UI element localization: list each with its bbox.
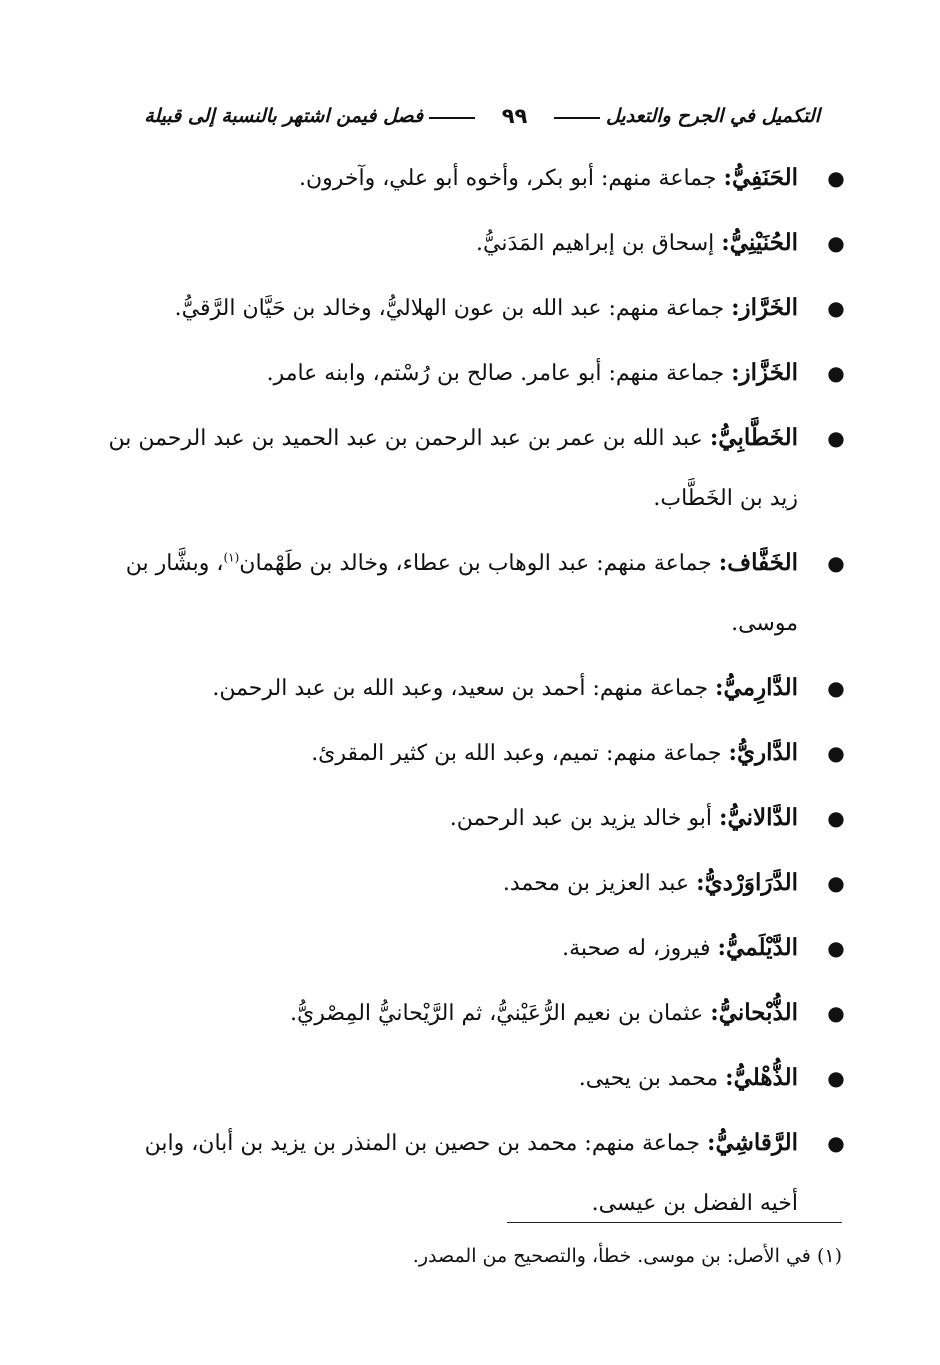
bullet-icon: ● xyxy=(827,361,845,385)
header-center xyxy=(423,104,606,128)
list-item xyxy=(100,1113,846,1234)
entry-text: إسحاق بن إبراهيم المَدَنيُّ. xyxy=(475,231,715,256)
entry-name: الذُّبْحانيُّ: xyxy=(710,999,798,1026)
list-item xyxy=(100,533,846,654)
entry-text: جماعة منهم: تميم، وعبد الله بن كثير المقرئ. xyxy=(311,741,722,766)
entry-text: عبد العزيز بن محمد. xyxy=(502,871,690,896)
entry-text: أبو خالد يزيد بن عبد الرحمن. xyxy=(449,806,712,831)
entry-name: الحَنَفِيُّ: xyxy=(723,164,798,191)
bullet-icon: ● xyxy=(827,426,845,450)
header-rule xyxy=(554,117,600,119)
entry-name: الخَرَّاز: xyxy=(731,294,798,321)
list-item xyxy=(100,983,846,1044)
bullet-icon: ● xyxy=(827,296,845,320)
footnote-separator xyxy=(507,1222,842,1223)
bullet-icon: ● xyxy=(827,676,845,700)
list-item xyxy=(100,723,846,784)
bullet-icon: ● xyxy=(827,1066,845,1090)
entry-name: الدَّالانيُّ: xyxy=(718,804,798,831)
list-item xyxy=(100,213,846,274)
bullet-icon: ● xyxy=(827,231,845,255)
list-item xyxy=(100,343,846,404)
entry-text: فيروز، له صحبة. xyxy=(562,936,711,961)
entry-name: الخَزَّاز: xyxy=(731,359,798,386)
list-item xyxy=(100,278,846,339)
list-item xyxy=(100,148,846,209)
entry-name: الدَّرَاوَرْديُّ: xyxy=(696,869,798,896)
bullet-icon: ● xyxy=(827,806,845,830)
entry-text: محمد بن يحيى. xyxy=(578,1066,719,1091)
list-item xyxy=(100,918,846,979)
list-item xyxy=(100,1048,846,1109)
entry-name: الذُّهْليُّ: xyxy=(725,1064,798,1091)
header-rule xyxy=(429,117,475,119)
chapter-title: فصل فيمن اشتهر بالنسبة إلى قبيلة xyxy=(144,105,424,127)
entry-list xyxy=(100,148,846,1238)
bullet-icon: ● xyxy=(827,936,845,960)
entry-text: جماعة منهم: أحمد بن سعيد، وعبد الله بن عبد الرحمن. xyxy=(212,676,709,701)
entry-text: جماعة منهم: أبو بكر، وأخوه أبو علي، وآخرون. xyxy=(298,166,717,191)
bullet-icon: ● xyxy=(827,551,845,575)
entry-text: عبد الله بن عمر بن عبد الرحمن بن عبد الحميد بن عبد الرحمن بن زيد بن الخَطَّاب. xyxy=(108,426,798,511)
footnote-marker: (١) xyxy=(816,1245,842,1267)
list-item xyxy=(100,788,846,849)
footnote-reference[interactable]: (١) xyxy=(223,550,240,565)
bullet-icon: ● xyxy=(827,741,845,765)
entry-text: جماعة منهم: عبد الوهاب بن عطاء، وخالد بن طَهْمان xyxy=(239,551,712,576)
list-item xyxy=(100,408,846,529)
footnote-text: في الأصل: بن موسى. خطأ، والتصحيح من المصدر. xyxy=(412,1245,811,1267)
entry-name: الرَّقاشِيُّ: xyxy=(706,1129,798,1156)
bullet-icon: ● xyxy=(827,166,845,190)
running-header xyxy=(144,96,820,136)
entry-text: عثمان بن نعيم الرُّعَيْنيُّ، ثم الرَّيْحانيُّ المِصْريُّ. xyxy=(290,1001,704,1026)
page-number: ٩٩ xyxy=(501,104,528,128)
entry-name: الخَفَّاف: xyxy=(718,549,798,576)
bullet-icon: ● xyxy=(827,871,845,895)
entry-text-continued: ، وبشَّار بن موسى. xyxy=(125,551,798,636)
entry-text: جماعة منهم: عبد الله بن عون الهلاليُّ، وخالد بن حَيَّان الرَّقيُّ. xyxy=(174,296,725,321)
bullet-icon: ● xyxy=(827,1131,845,1155)
entry-name: الحُنَيْنِيُّ: xyxy=(721,229,798,256)
entry-text: جماعة منهم: محمد بن حصين بن المنذر بن يزيد بن أبان، وابن أخيه الفضل بن عيسى. xyxy=(144,1131,798,1216)
footnote xyxy=(100,1240,842,1272)
bullet-icon: ● xyxy=(827,1001,845,1025)
entry-name: الخَطَّابِيُّ: xyxy=(709,424,798,451)
entry-text: جماعة منهم: أبو عامر. صالح بن رُسْتم، وابنه عامر. xyxy=(266,361,725,386)
entry-name: الدَّيْلَميُّ: xyxy=(717,934,798,961)
list-item xyxy=(100,658,846,719)
entry-name: الدَّارِميُّ: xyxy=(715,674,798,701)
entry-name: الدَّاريُّ: xyxy=(728,739,798,766)
list-item xyxy=(100,853,846,914)
book-title: التكميل في الجرح والتعديل xyxy=(605,105,820,127)
